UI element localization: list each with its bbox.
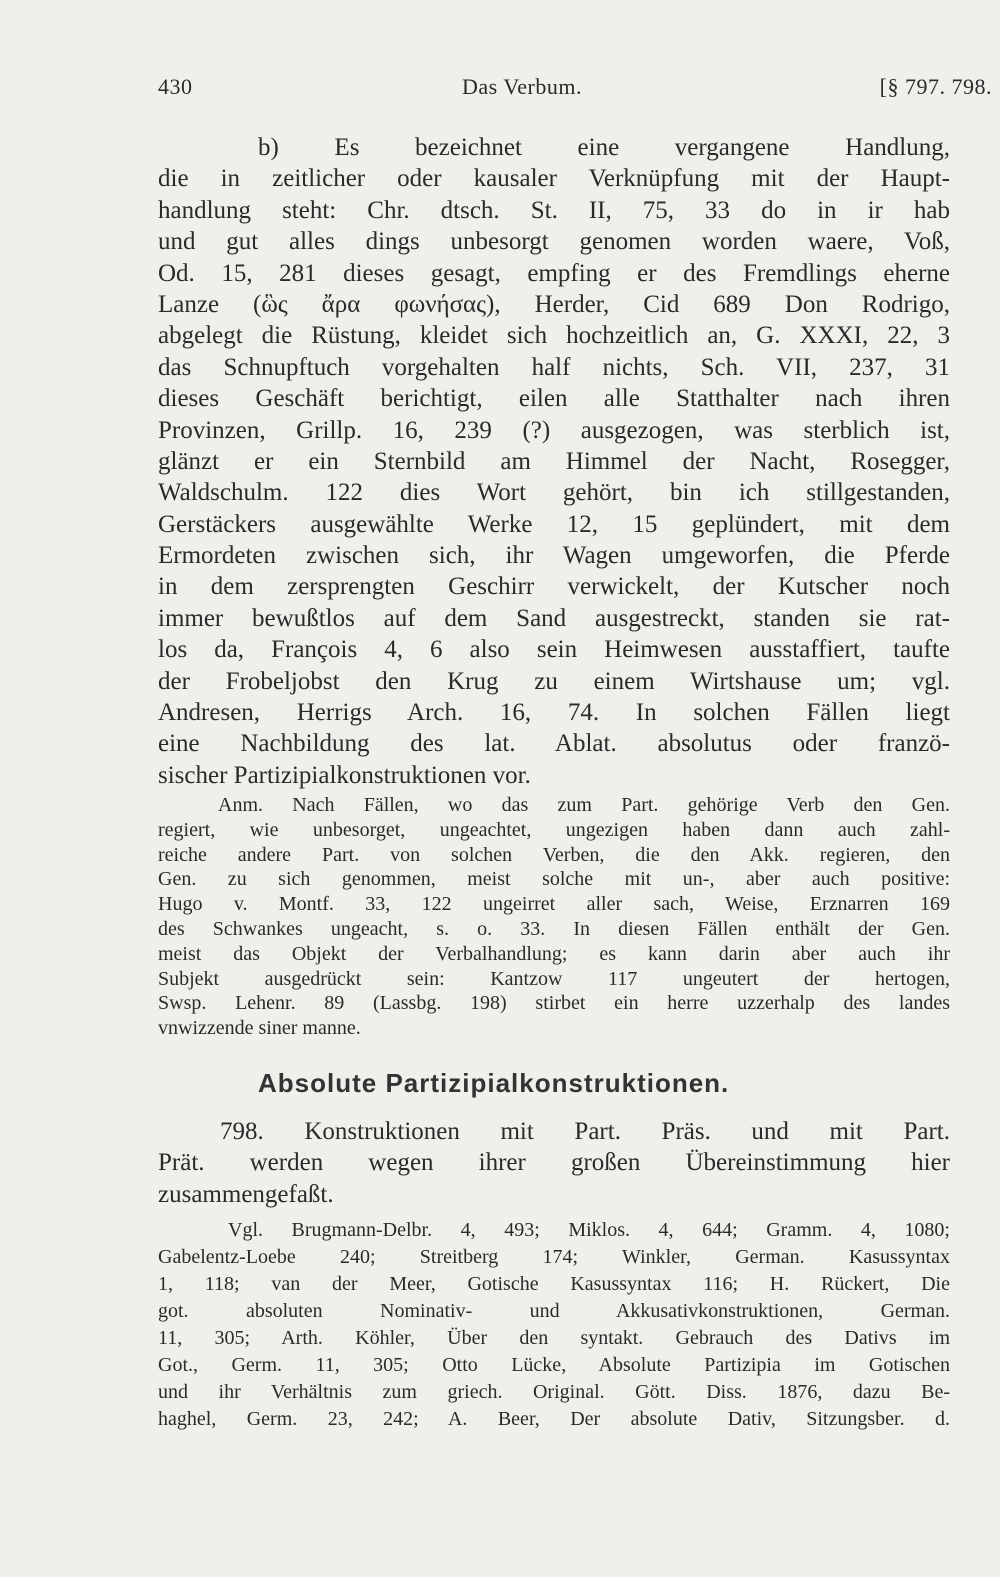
- text-line: 1, 118; van der Meer, Gotische Kasussyntax 116; H. Rückert, Die: [158, 1273, 950, 1295]
- text-line: eine Nachbildung des lat. Ablat. absolutus oder franzö-: [158, 730, 950, 758]
- text-line: Subjekt ausgedrückt sein: Kantzow 117 ungeutert der hertogen,: [158, 967, 950, 990]
- text-line: Gerstäckers ausgewählte Werke 12, 15 geplündert, mit dem: [158, 510, 950, 538]
- text-line: in dem zersprengten Geschirr verwickelt, der Kutscher noch: [158, 573, 950, 601]
- text-line: abgelegt die Rüstung, kleidet sich hochzeitlich an, G. XXXI, 22, 3: [158, 322, 950, 350]
- text-line: Prät. werden wegen ihrer großen Übereinstimmung hier: [158, 1149, 950, 1177]
- text-line: haghel, Germ. 23, 242; A. Beer, Der absolute Dativ, Sitzungsber. d.: [158, 1408, 950, 1430]
- running-title: Das Verbum.: [462, 74, 582, 99]
- text-line: 798. Konstruktionen mit Part. Präs. und mit Part.: [220, 1118, 950, 1145]
- annotation-paragraph: [158, 793, 950, 1041]
- section-798-paragraph: [158, 1116, 950, 1210]
- text-line: und gut alles dings unbesorgt genomen worden waere, Voß,: [158, 228, 950, 256]
- references-paragraph: [158, 1217, 950, 1433]
- text-line: Lanze (ὣς ἄρα φωνήσας), Herder, Cid 689 Don Rodrigo,: [158, 290, 950, 318]
- text-line: Hugo v. Montf. 33, 122 ungeirret aller sach, Weise, Erznarren 169: [158, 893, 950, 916]
- text-line: meist das Objekt der Verbalhandlung; es kann darin aber auch ihr: [158, 942, 950, 965]
- text-line: b) Es bezeichnet eine vergangene Handlung,: [258, 134, 950, 161]
- text-line: Gen. zu sich genommen, meist solche mit un-, aber auch positive:: [158, 868, 950, 891]
- text-line: vnwizzende siner manne.: [158, 1017, 361, 1040]
- text-line: die in zeitlicher oder kausaler Verknüpfung mit der Haupt-: [158, 165, 950, 193]
- text-line: los da, François 4, 6 also sein Heimwesen ausstaffiert, taufte: [158, 636, 950, 664]
- text-line: sischer Partizipialkonstruktionen vor.: [158, 761, 531, 789]
- text-line: Andresen, Herrigs Arch. 16, 74. In solchen Fällen liegt: [158, 699, 950, 727]
- text-line: Vgl. Brugmann-Delbr. 4, 493; Miklos. 4, 644; Gramm. 4, 1080;: [228, 1219, 950, 1241]
- text-line: und ihr Verhältnis zum griech. Original. Gött. Diss. 1876, dazu Be-: [158, 1381, 950, 1403]
- text-line: Provinzen, Grillp. 16, 239 (?) ausgezogen, was sterblich ist,: [158, 416, 950, 444]
- text-line: das Schnupftuch vorgehalten half nichts, Sch. VII, 237, 31: [158, 353, 950, 381]
- text-line: des Schwankes ungeacht, s. o. 33. In diesen Fällen enthält der Gen.: [158, 917, 950, 940]
- section-reference: [§ 797. 798.: [879, 74, 992, 99]
- text-line: Od. 15, 281 dieses gesagt, empfing er des Fremdlings eherne: [158, 259, 950, 287]
- section-b-paragraph: [158, 132, 950, 791]
- section-heading: Absolute Partizipialkonstruktionen.: [258, 1068, 730, 1098]
- text-line: got. absoluten Nominativ- und Akkusativkonstruktionen, German.: [158, 1300, 950, 1322]
- running-header: [158, 74, 1000, 114]
- page-number: 430: [158, 74, 193, 99]
- text-line: Got., Germ. 11, 305; Otto Lücke, Absolute Partizipia im Gotischen: [158, 1354, 950, 1376]
- text-line: zusammengefaßt.: [158, 1180, 334, 1208]
- text-line: regiert, wie unbesorget, ungeachtet, ungezigen haben dann auch zahl-: [158, 818, 950, 841]
- text-line: handlung steht: Chr. dtsch. St. II, 75, 33 do in ir hab: [158, 196, 950, 224]
- text-line: immer bewußtlos auf dem Sand ausgestreckt, standen sie rat-: [158, 604, 950, 632]
- text-line: Waldschulm. 122 dies Wort gehört, bin ich stillgestanden,: [158, 479, 950, 507]
- text-line: der Frobeljobst den Krug zu einem Wirtshause um; vgl.: [158, 667, 950, 695]
- text-line: 11, 305; Arth. Köhler, Über den syntakt. Gebrauch des Dativs im: [158, 1327, 950, 1349]
- text-line: dieses Geschäft berichtigt, eilen alle Statthalter nach ihren: [158, 385, 950, 413]
- text-line: Ermordeten zwischen sich, ihr Wagen umgeworfen, die Pferde: [158, 542, 950, 570]
- text-line: reiche andere Part. von solchen Verben, die den Akk. regieren, den: [158, 843, 950, 866]
- text-line: Swsp. Lehenr. 89 (Lassbg. 198) stirbet ein herre uzzerhalp des landes: [158, 992, 950, 1015]
- text-line: glänzt er ein Sternbild am Himmel der Nacht, Rosegger,: [158, 447, 950, 475]
- text-line: Anm. Nach Fällen, wo das zum Part. gehörige Verb den Gen.: [218, 794, 950, 816]
- text-line: Gabelentz-Loebe 240; Streitberg 174; Winkler, German. Kasussyntax: [158, 1246, 950, 1268]
